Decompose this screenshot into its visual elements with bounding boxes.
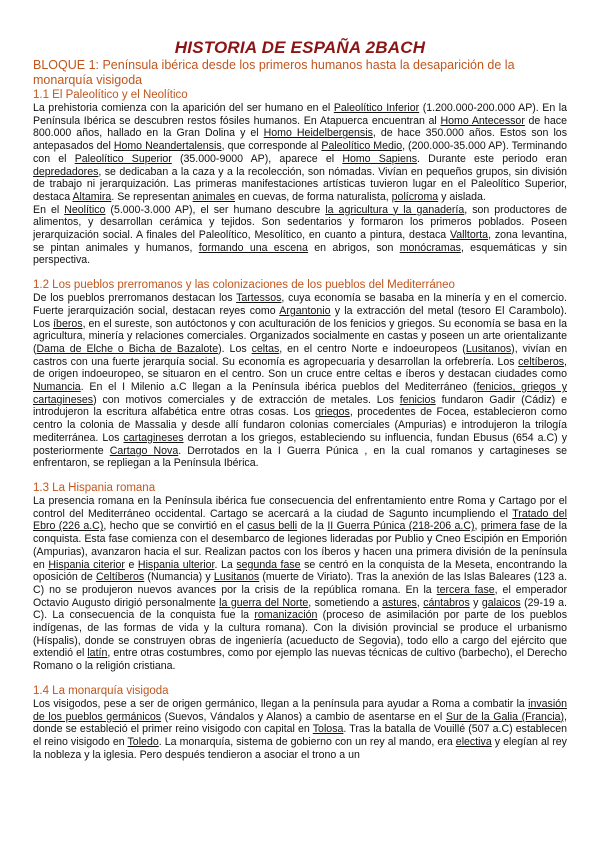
underlined-term: Paleolítico Medio: [321, 140, 403, 153]
text-run: , sometiendo a: [308, 596, 383, 609]
underlined-term: cartagineses: [123, 431, 184, 444]
text-run: se centró en la conquista de la Meseta, encontrando la oposición de: [33, 558, 567, 584]
text-run: , hecho que se convirtió en el: [103, 520, 248, 533]
text-run: de la conquista. Esta fase comienza con el desembarco de legiones lideradas por Publio y Cneo Escipión en Emporión (Ampurias), avanzaron hacia el sur. Realizan pactos con los íberos y hacen una primera división de la península en: [33, 520, 568, 571]
text-run: derrotan a los griegos, estableciendo su influencia, fundan Ebusus (654 a.C) y posteriormente: [33, 431, 567, 457]
text-run: (35.000-9000 AP), aparece el: [171, 152, 343, 165]
text-run: (1.200.000-200.000 AP). En la Península Ibérica se descubren restos fósiles humanos. En Atapuerca encuentran al: [33, 102, 567, 127]
underlined-term: invasión de los pueblos germánicos: [33, 697, 567, 723]
bloque-heading: BLOQUE 1: Península ibérica desde los primeros humanos hasta la desaparición de la monarquía visigoda: [33, 58, 515, 87]
underlined-term: Tartessos: [236, 292, 282, 305]
text-run: (29-19 a. C). La consecuencia de la conquista fue la: [33, 596, 567, 622]
document-title: HISTORIA DE ESPAÑA 2BACH: [174, 38, 426, 57]
underlined-term: Cartago Nova: [109, 444, 179, 457]
underlined-term: Numancia: [33, 381, 81, 394]
underlined-term: Paleolítico Superior: [74, 152, 172, 165]
text-run: , procedentes de Focea, establecieron como centro la colonia de Massalia y desde allí fundaron colonias comerciales (Ampurias) e introdujeron la trilogía mediterránea. Los: [33, 406, 567, 444]
text-run: y elegían al rey la nobleza y la iglesia. Pero después tendieron a asociar el trono a un: [33, 735, 567, 761]
text-run: , donde se estableció el primer reino visigodo con capital en: [33, 710, 567, 736]
underlined-term: Neolítico: [64, 203, 106, 216]
section-1-paragraph-1: [33, 102, 567, 204]
underlined-term: segunda fase: [236, 558, 301, 571]
underlined-term: la agricultura y la ganadería: [325, 203, 465, 216]
text-run: (muerte de Viriato). Tras la anexión de las Islas Baleares (123 a. C) no se produjeron nuevos avances por la crisis de la república romana. En la: [33, 571, 568, 596]
text-run: La presencia romana en la Península ibérica fue consecuencia del enfrentamiento entre Roma y Cartago por el control del Mediterráneo occidental. Cartago se acercará a la ciudad de Sagunto incumpliendo el: [33, 494, 567, 520]
underlined-term: Hispania citerior: [48, 558, 125, 571]
underlined-term: Lusitanos: [213, 571, 260, 584]
text-run: ). Los: [218, 342, 252, 355]
document-page: [33, 38, 567, 761]
underlined-term: monócramas: [399, 241, 461, 254]
text-run: y aislada.: [438, 190, 486, 203]
underlined-term: formando una escena: [198, 241, 308, 254]
text-run: , se dedicaban a la caza y a la recolección, son nómadas. Vivían en pequeños grupos, sin división de trabajo ni jerarquización. Las primeras manifestaciones artísticas tuvieron lugar en el Paleolítico Superior, destaca: [33, 165, 567, 203]
underlined-term: latín: [87, 647, 108, 660]
underlined-term: celtíberos: [518, 355, 565, 368]
text-run: en cuevas, de forma naturalista,: [235, 190, 392, 203]
underlined-term: Sur de la Galia (Francia): [445, 710, 565, 723]
underlined-term: Hispania ulterior: [137, 558, 215, 571]
text-run: , cuya economía se basaba en la minería y en el comercio. Fuerte jerarquización social, destacan reyes como: [33, 292, 567, 317]
text-run: . La monarquía, sistema de gobierno con un rey al mando, era: [158, 735, 456, 748]
text-run: , en el sureste, son autóctonos y con aculturación de los fenicios y griegos. Su economía se basa en la agricultura, minería y relaciones comerciales. Organizados socialmente en castas y poseen un arte orientalizante (: [33, 317, 567, 355]
text-run: ,: [416, 596, 424, 609]
text-run: , que corresponde al: [221, 140, 322, 153]
text-run: ) con motivos comerciales y de extracción de metales. Los: [93, 393, 400, 406]
underlined-term: Argantonio: [279, 304, 331, 317]
text-run: Los visigodos, pese a ser de origen germánico, llegan a la península para ayudar a Roma a combatir la: [33, 697, 529, 710]
section-heading-2: 1.2 Los pueblos prerromanos y las colonizaciones de los pueblos del Mediterráneo: [33, 279, 455, 292]
underlined-term: Toledo: [127, 735, 159, 748]
text-run: ,: [474, 520, 481, 533]
text-run: e: [124, 558, 138, 571]
text-run: , el emperador Octavio Augusto dirigió personalmente: [33, 583, 567, 609]
underlined-term: Tolosa: [312, 723, 344, 736]
underlined-term: celtas: [251, 342, 280, 355]
text-run: , (200.000-35.000 AP). Terminando con el: [33, 140, 567, 165]
text-run: en abrigos, son: [307, 241, 400, 254]
underlined-term: romanización: [254, 609, 318, 622]
section-heading-1: 1.1 El Paleolítico y el Neolítico: [33, 89, 188, 101]
text-run: , entre otras costumbres, como por ejemplo las nuevas técnicas de cultivo (barbecho), el Derecho Romano o la religión cristiana.: [33, 647, 567, 673]
text-run: (proceso de asimilación por parte de los pueblos indígenas, de las formas de vida y la cultura romana). Con la división provincial se produce el urbanismo (Híspalis), donde se construyen obras de ingeniería (acueducto de Segovia), todo ello a cargo del ejército que extendió el: [33, 609, 567, 660]
underlined-term: Lusitanos: [465, 342, 512, 355]
section-heading-4: 1.4 La monarquía visigoda: [33, 684, 169, 697]
text-run: y la extracción del metal (tesoro El Carambolo). Los: [33, 304, 568, 330]
section-2-paragraph-1: [33, 292, 567, 470]
underlined-term: astures: [382, 596, 417, 609]
underlined-term: íberos: [53, 317, 83, 330]
text-run: , de origen indoeuropeo, se situaron en el centro. Son un cruce entre celtas e íberos y destacan ciudades como: [33, 355, 567, 381]
text-run: , en el centro Norte e indoeuropeos (: [279, 342, 466, 355]
underlined-term: Homo Antecessor: [440, 114, 525, 127]
text-run: , son productores de alimentos, y desarrollan cerámica y tejidos. Son sedentarios y formaron los primeros poblados. Poseen jerarquización social. A finales del Paleolítico, Mesolítico, en cuanto a pintura, destaca: [33, 203, 567, 242]
text-run: y: [469, 596, 482, 609]
underlined-term: Homo Heidelbergensis: [263, 127, 373, 140]
underlined-term: tercera fase: [436, 583, 495, 596]
underlined-term: Paleolítico Inferior: [333, 102, 420, 114]
underlined-term: animales: [192, 190, 236, 203]
text-run: . Derrotados en la I Guerra Púnica , en la cual romanos y cartagineses se enfrentaron, se repliegan a la Península Ibérica.: [33, 444, 568, 470]
text-run: La prehistoria comienza con la aparición del ser humano en el: [33, 102, 334, 114]
underlined-term: Tratado del Ebro (226 a.C): [33, 507, 567, 533]
text-run: (5.000-3.000 AP), el ser humano descubre: [105, 203, 326, 216]
text-run: De los pueblos prerromanos destacan los: [33, 292, 237, 305]
text-run: (Suevos, Vándalos y Alanos) a cambio de asentarse en el: [161, 710, 446, 723]
text-run: . Durante este periodo eran: [417, 152, 567, 165]
text-run: . La: [214, 558, 237, 571]
underlined-term: griegos: [315, 406, 350, 419]
underlined-term: cántabros: [423, 596, 470, 609]
section-4-paragraph-1: [33, 698, 567, 762]
underlined-term: electiva: [455, 735, 492, 748]
underlined-term: primera fase: [480, 520, 541, 533]
text-run: de la: [297, 520, 328, 533]
text-run: . Se representan: [111, 190, 193, 203]
underlined-term: depredadores: [33, 165, 99, 178]
underlined-term: polícroma: [391, 190, 439, 203]
underlined-term: Celtíberos: [95, 571, 145, 584]
text-run: de hace 800.000 años, hallado en la Gran Dolina y el: [33, 114, 567, 140]
section-heading-3: 1.3 La Hispania romana: [33, 481, 156, 494]
text-run: . En el I Milenio a.C llegan a la Península ibérica pueblos del Mediterráneo (: [80, 381, 477, 394]
underlined-term: Valltorta: [450, 229, 489, 242]
text-run: fundaron Gadir (Cádiz) e introdujeron la escritura alfabética entre otras cosas. Los: [33, 393, 567, 419]
underlined-term: II Guerra Púnica (218-206 a.C): [327, 520, 475, 533]
underlined-term: Dama de Elche o Bicha de Bazalote: [36, 342, 219, 355]
text-run: ), vivían en castros con una fuerte jerarquía social. Su economía es agropecuaria y desarrollan la orfebrería. Los: [33, 342, 567, 368]
text-run: . Tras la batalla de Vouillé (507 a.C) establecen el reino visigodo en: [33, 723, 568, 748]
section-3-paragraph-1: [33, 495, 567, 673]
underlined-term: fenicios: [399, 393, 436, 406]
text-run: (Numancia) y: [144, 571, 214, 584]
text-run: , zona levantina, se pintan animales y humanos,: [33, 229, 568, 254]
text-run: , de hace 350.000 años. Estos son los antepasados del: [33, 127, 567, 153]
underlined-term: Homo Neandertalensis: [113, 140, 222, 153]
underlined-term: Altamira: [72, 190, 112, 203]
text-run: En el: [33, 203, 65, 216]
underlined-term: Homo Sapiens: [342, 152, 418, 165]
section-1-paragraph-2: [33, 204, 567, 268]
underlined-term: fenicios, griegos y cartagineses: [33, 381, 567, 406]
underlined-term: la guerra del Norte: [219, 596, 309, 609]
underlined-term: casus belli: [247, 520, 298, 533]
underlined-term: galaicos: [481, 596, 521, 609]
text-run: , esquemáticas y sin perspectiva.: [33, 241, 567, 267]
